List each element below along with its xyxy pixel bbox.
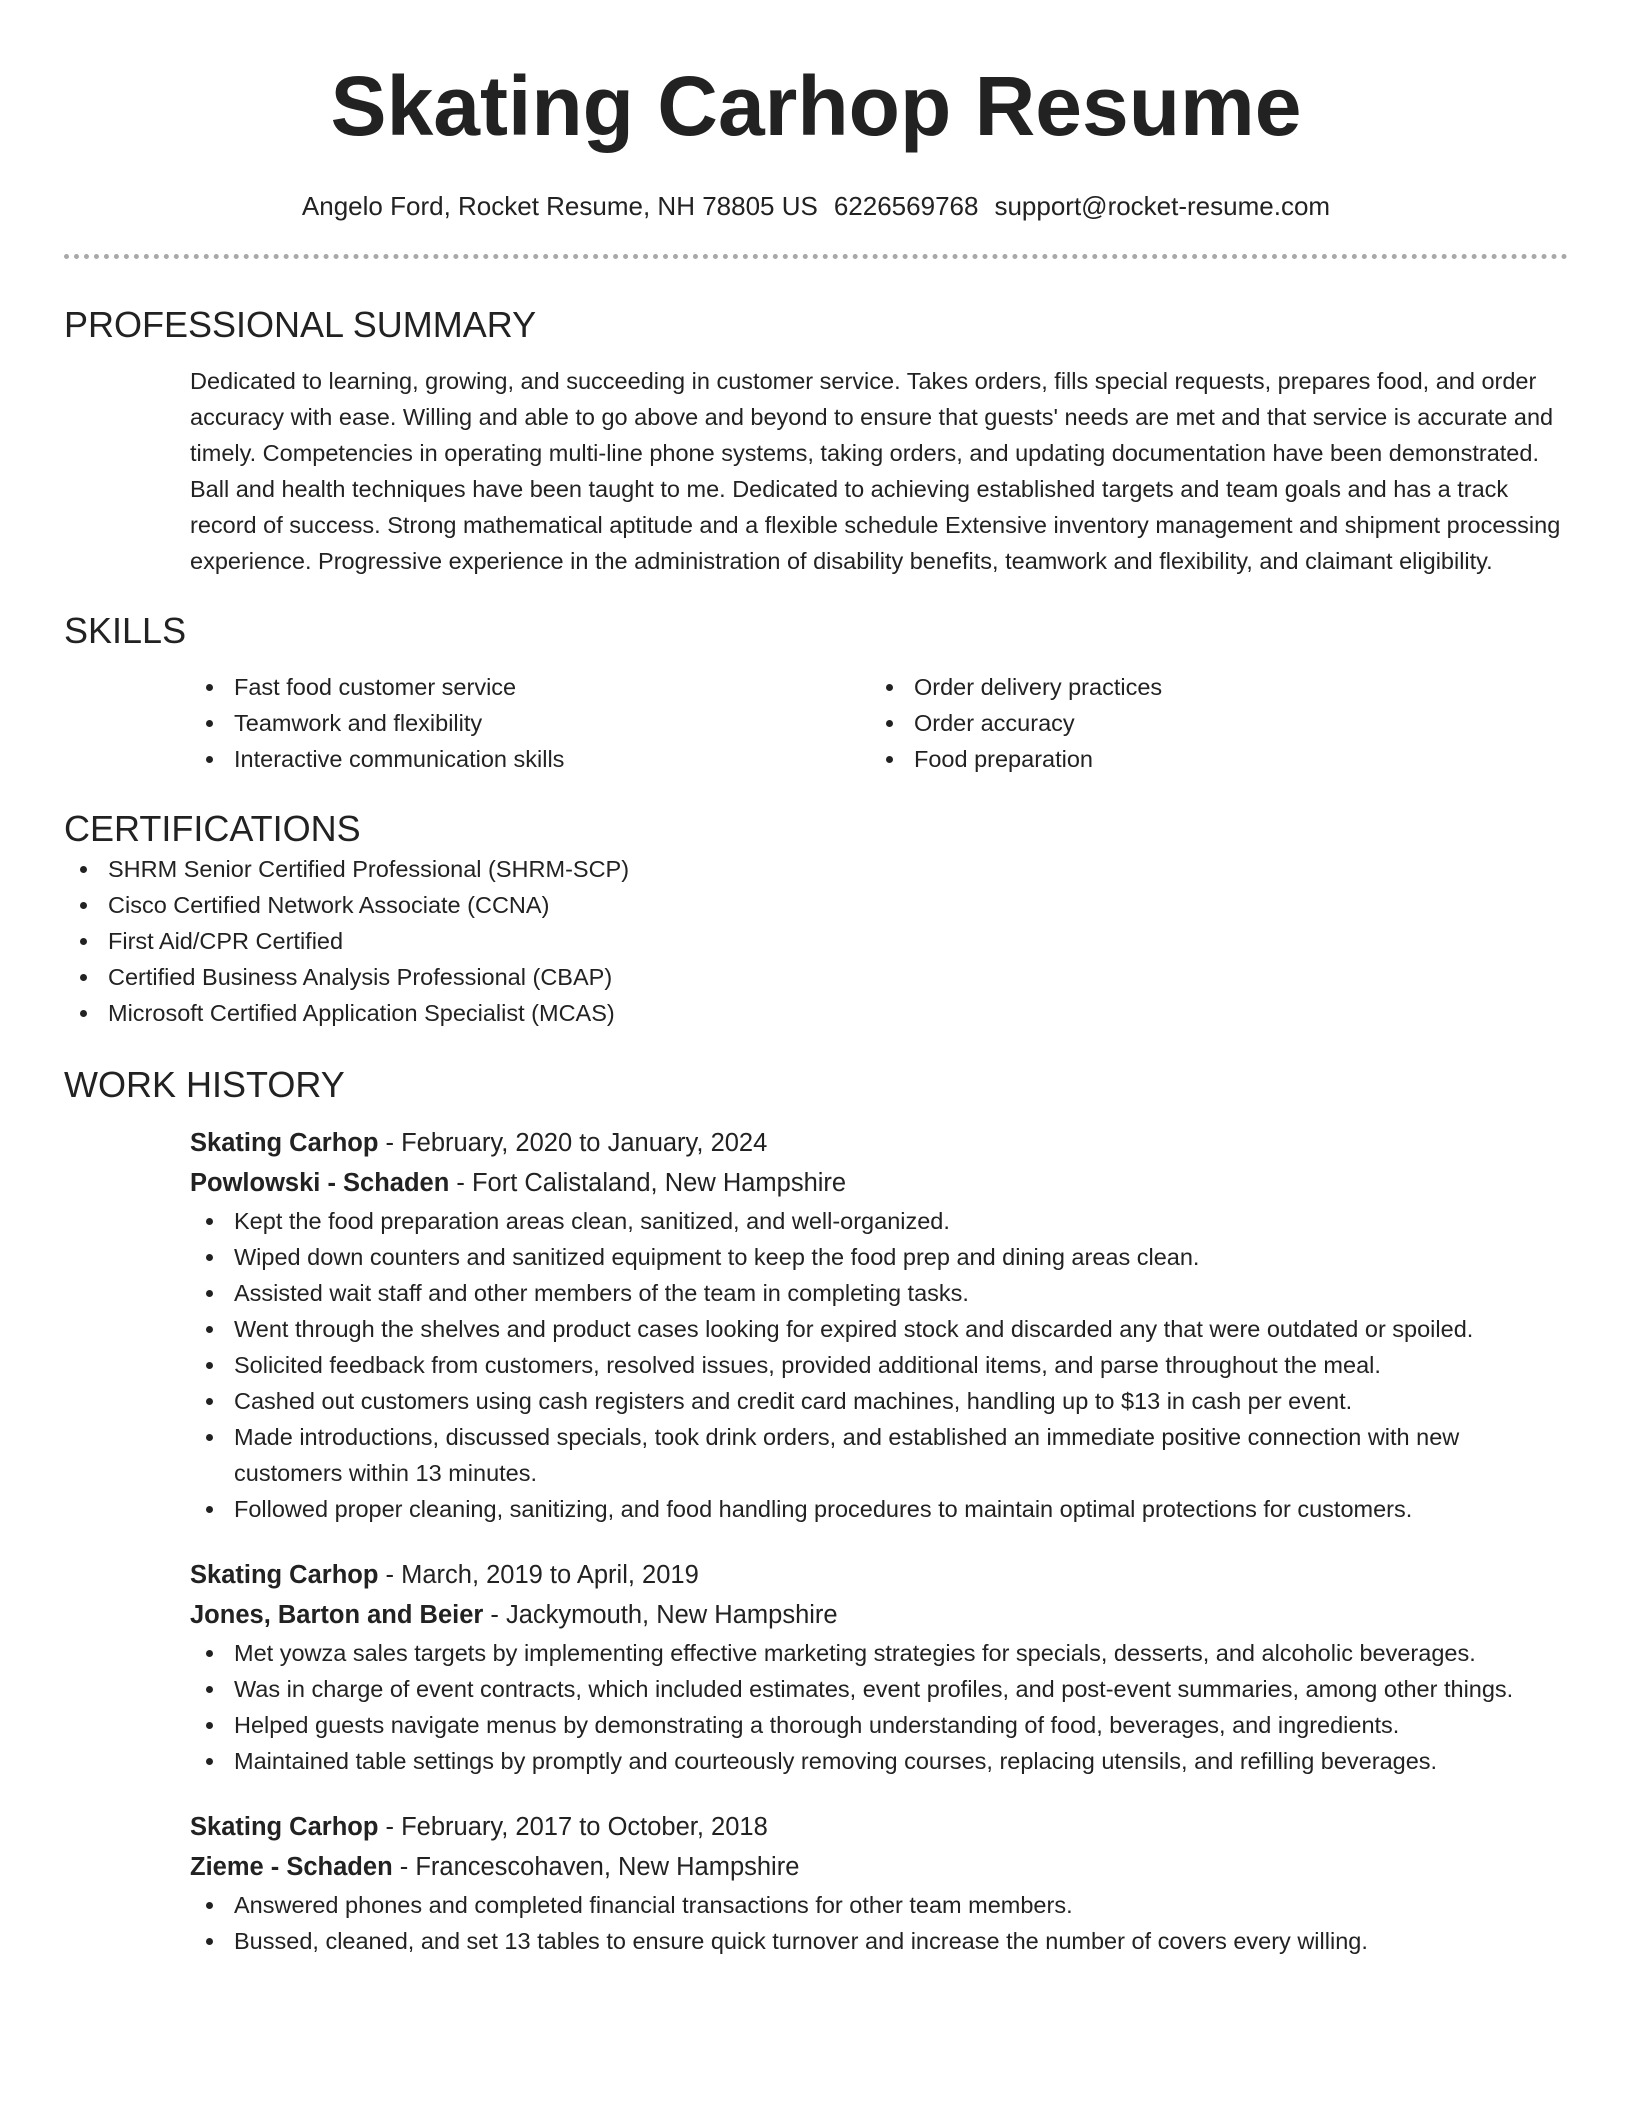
job-duty-item: Was in charge of event contracts, which included estimates, event profiles, and post-event summaries, among other things. (190, 1671, 1568, 1707)
job-duties-list (190, 1887, 1568, 1959)
job-title-line (190, 1555, 1568, 1595)
certifications-heading: CERTIFICATIONS (64, 808, 361, 849)
job-entry (190, 1555, 1568, 1779)
skills-list-left (190, 669, 870, 777)
job-duty-item: Went through the shelves and product cases looking for expired stock and discarded any that were outdated or spoiled. (190, 1311, 1568, 1347)
job-title-line (190, 1123, 1568, 1163)
skill-item: Food preparation (870, 741, 1550, 777)
job-duty-item: Followed proper cleaning, sanitizing, and food handling procedures to maintain optimal protections for customers. (190, 1491, 1568, 1527)
skill-item: Order delivery practices (870, 669, 1550, 705)
summary-heading: PROFESSIONAL SUMMARY (64, 304, 537, 345)
job-location: - Fort Calistaland, New Hampshire (449, 1169, 847, 1197)
certification-item: Certified Business Analysis Professional (CBAP) (64, 959, 1568, 995)
skills-heading: SKILLS (64, 610, 187, 651)
job-company-line (190, 1595, 1568, 1635)
job-duties-list (190, 1635, 1568, 1779)
job-dates: - March, 2019 to April, 2019 (378, 1561, 699, 1589)
job-company: Zieme - Schaden (190, 1853, 393, 1881)
job-company: Jones, Barton and Beier (190, 1601, 484, 1629)
job-role: Skating Carhop (190, 1561, 379, 1589)
job-duty-item: Kept the food preparation areas clean, sanitized, and well-organized. (190, 1203, 1568, 1239)
skills-grid (190, 669, 1568, 777)
resume-title: Skating Carhop Resume (330, 59, 1302, 153)
job-entry (190, 1807, 1568, 1959)
summary-text: Dedicated to learning, growing, and succeeding in customer service. Takes orders, fills special requests, prepares food, and order accuracy with ease. Willing and able to go above and beyond to ensure that guests' needs are met and that service is accurate and timely. Competencies in operating multi-line phone systems, taking orders, and updating documentation have been demonstrated. Ball and health techniques have been taught to me. Dedicated to achieving established targets and team goals and has a track record of success. Strong mathematical aptitude and a flexible schedule Extensive inventory management and shipment processing experience. Progressive experience in the administration of disability benefits, teamwork and flexibility, and claimant eligibility. (190, 368, 1561, 574)
job-duty-item: Bussed, cleaned, and set 13 tables to ensure quick turnover and increase the number of covers every willing. (190, 1923, 1568, 1959)
work-history-heading: WORK HISTORY (64, 1064, 345, 1105)
job-duty-item: Assisted wait staff and other members of the team in completing tasks. (190, 1275, 1568, 1311)
skill-item: Fast food customer service (190, 669, 870, 705)
contact-line (64, 190, 1568, 222)
job-duty-item: Cashed out customers using cash registers and credit card machines, handling up to $13 in cash per event. (190, 1383, 1568, 1419)
skills-section (64, 609, 1568, 777)
job-location: - Jackymouth, New Hampshire (483, 1601, 838, 1629)
skill-item: Teamwork and flexibility (190, 705, 870, 741)
job-duty-item: Made introductions, discussed specials, took drink orders, and established an immediate positive connection with new customers within 13 minutes. (190, 1419, 1568, 1491)
job-location: - Francescohaven, New Hampshire (392, 1853, 800, 1881)
job-company-line (190, 1847, 1568, 1887)
job-company-line (190, 1163, 1568, 1203)
contact-address: Angelo Ford, Rocket Resume, NH 78805 US (301, 191, 818, 221)
certification-item: SHRM Senior Certified Professional (SHRM-SCP) (64, 851, 1568, 887)
skills-list-right (870, 669, 1550, 777)
job-title-line (190, 1807, 1568, 1847)
certification-item: Cisco Certified Network Associate (CCNA) (64, 887, 1568, 923)
job-duty-item: Maintained table settings by promptly and courteously removing courses, replacing utensils, and refilling beverages. (190, 1743, 1568, 1779)
job-duty-item: Solicited feedback from customers, resolved issues, provided additional items, and parse throughout the meal. (190, 1347, 1568, 1383)
job-duty-item: Wiped down counters and sanitized equipment to keep the food prep and dining areas clean. (190, 1239, 1568, 1275)
certifications-list (64, 851, 1568, 1031)
job-entry (190, 1123, 1568, 1527)
job-duty-item: Answered phones and completed financial transactions for other team members. (190, 1887, 1568, 1923)
job-dates: - February, 2017 to October, 2018 (378, 1813, 768, 1841)
certification-item: First Aid/CPR Certified (64, 923, 1568, 959)
job-role: Skating Carhop (190, 1813, 379, 1841)
skill-item: Order accuracy (870, 705, 1550, 741)
skill-item: Interactive communication skills (190, 741, 870, 777)
work-history-section (64, 1063, 1568, 1959)
job-company: Powlowski - Schaden (190, 1169, 450, 1197)
job-duty-item: Helped guests navigate menus by demonstrating a thorough understanding of food, beverages, and ingredients. (190, 1707, 1568, 1743)
job-role: Skating Carhop (190, 1129, 379, 1157)
header-divider (64, 254, 1568, 259)
certification-item: Microsoft Certified Application Specialist (MCAS) (64, 995, 1568, 1031)
job-dates: - February, 2020 to January, 2024 (378, 1129, 768, 1157)
contact-email[interactable]: support@rocket-resume.com (994, 191, 1331, 221)
contact-phone: 6226569768 (833, 191, 979, 221)
summary-section (64, 303, 1568, 579)
job-duties-list (190, 1203, 1568, 1527)
job-duty-item: Met yowza sales targets by implementing effective marketing strategies for specials, desserts, and alcoholic beverages. (190, 1635, 1568, 1671)
certifications-section (64, 807, 1568, 1031)
